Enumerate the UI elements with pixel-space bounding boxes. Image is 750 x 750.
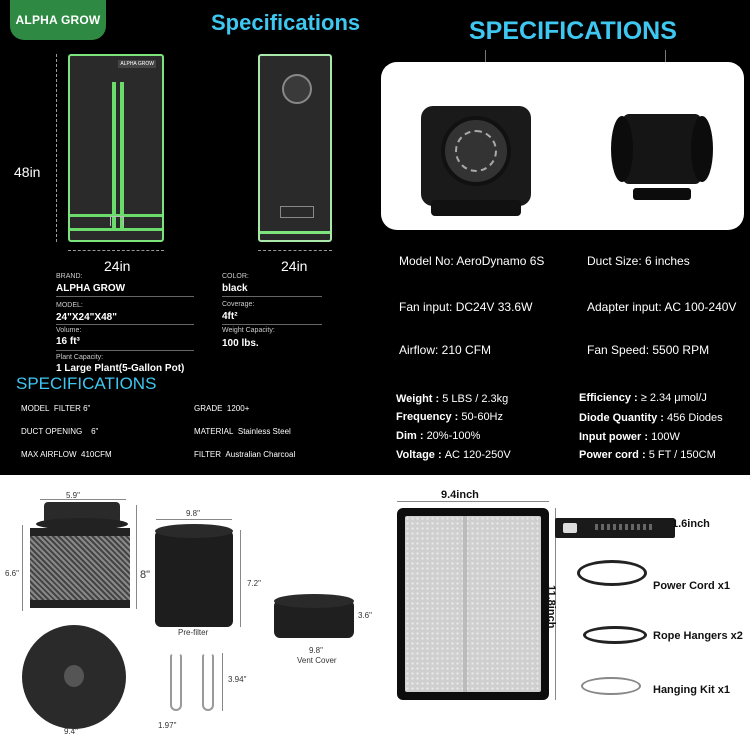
weight-capacity-value: 100 lbs. bbox=[222, 338, 259, 349]
divider bbox=[222, 324, 322, 325]
spec-value: 50-60Hz bbox=[461, 411, 503, 423]
led-panel bbox=[397, 508, 549, 700]
light-power-spec bbox=[579, 431, 680, 443]
tent-spec-panel bbox=[0, 0, 375, 375]
inline-fan-front bbox=[421, 106, 531, 206]
driver-vent bbox=[595, 524, 655, 530]
power-cord-icon bbox=[577, 560, 647, 586]
vent-height-dim: 3.6" bbox=[358, 611, 372, 620]
filter-duct-spec bbox=[21, 427, 98, 436]
light-efficiency-spec bbox=[579, 392, 707, 404]
fan-duct-spec: Duct Size: 6 inches bbox=[587, 254, 690, 268]
spec-value: 410CFM bbox=[81, 450, 112, 459]
spec-label: Input power : bbox=[579, 431, 649, 443]
tent-fan-port bbox=[282, 74, 312, 104]
fan-foot bbox=[431, 200, 521, 216]
spec-value: Stainless Steel bbox=[237, 427, 291, 436]
filter-flange bbox=[22, 625, 126, 729]
prefilter-height-dim: 7.2" bbox=[247, 579, 261, 588]
spec-value: AC 120-250V bbox=[444, 449, 511, 461]
vent-cover bbox=[274, 600, 354, 638]
filter-grade-spec bbox=[194, 404, 249, 413]
flange-dim: 9.4" bbox=[64, 727, 78, 736]
vent-cover-rim bbox=[274, 594, 354, 608]
fan-spec-panel bbox=[375, 0, 750, 375]
fan-foot bbox=[633, 188, 691, 200]
dimension-line bbox=[240, 530, 241, 627]
dimension-line bbox=[397, 501, 549, 502]
color-label: COLOR: bbox=[222, 273, 249, 280]
dimension-line bbox=[136, 505, 137, 609]
spec-value: FILTER 6" bbox=[53, 404, 91, 413]
plant-capacity-label: Plant Capacity: bbox=[56, 354, 104, 361]
light-diode-spec bbox=[579, 412, 723, 424]
spec-value: 5 FT / 150CM bbox=[648, 449, 716, 461]
flange-hole bbox=[64, 665, 84, 687]
filter-kit-image bbox=[0, 475, 375, 750]
hook-height-dim: 3.94" bbox=[228, 675, 247, 684]
coverage-label: Coverage: bbox=[222, 301, 255, 308]
color-value: black bbox=[222, 283, 248, 294]
tent-vent-flap bbox=[110, 216, 124, 226]
filter-cap-dim: 8" bbox=[140, 569, 151, 581]
led-kit-image bbox=[375, 475, 750, 750]
hook-icon bbox=[202, 653, 214, 711]
inline-fan-side bbox=[607, 110, 717, 196]
height-dimension-line bbox=[56, 54, 57, 242]
light-dim-spec bbox=[396, 430, 480, 442]
dimension-line bbox=[156, 519, 232, 520]
spec-label: FILTER bbox=[194, 450, 221, 459]
front-width-dimension-line bbox=[68, 250, 164, 251]
rope-hanger-icon bbox=[583, 626, 647, 644]
brand-label: BRAND: bbox=[56, 273, 83, 280]
brand-logo-text: ALPHA GROW bbox=[15, 13, 101, 27]
filter-height-dim: 6.6" bbox=[5, 569, 19, 578]
hanging-kit-icon bbox=[581, 677, 641, 695]
fan-model-spec: Model No: AeroDynamo 6S bbox=[399, 254, 545, 268]
fan-photo bbox=[381, 62, 744, 230]
tent-door-tag: ALPHA GROW bbox=[120, 61, 154, 67]
dimmer-knob-icon bbox=[563, 523, 577, 533]
light-voltage-spec bbox=[396, 449, 511, 461]
led-driver bbox=[555, 518, 675, 538]
hook-width-dim: 1.97" bbox=[158, 721, 177, 730]
spec-value: 6" bbox=[91, 427, 99, 436]
fan-ring bbox=[441, 116, 511, 186]
prefilter-rim bbox=[155, 524, 233, 538]
spec-label: MATERIAL bbox=[194, 427, 234, 436]
filter-media-spec bbox=[194, 450, 295, 459]
spec-label: Weight : bbox=[396, 393, 440, 405]
fan-airflow-spec: Airflow: 210 CFM bbox=[399, 343, 492, 357]
divider bbox=[222, 296, 322, 297]
light-width-dim: 9.4inch bbox=[441, 489, 479, 501]
weight-capacity-label: Weight Capacity: bbox=[222, 327, 275, 334]
tent-side-vent bbox=[280, 206, 314, 218]
model-label: MODEL: bbox=[56, 302, 83, 309]
hook-icon bbox=[170, 653, 182, 711]
tent-zipper-line bbox=[112, 82, 116, 230]
tent-side-width-label: 24in bbox=[281, 258, 308, 274]
spec-value: 100W bbox=[651, 431, 680, 443]
filter-spec-band bbox=[0, 375, 375, 475]
coverage-value: 4ft² bbox=[222, 311, 238, 322]
carbon-filter-body bbox=[30, 528, 130, 608]
spec-label: DUCT OPENING bbox=[21, 427, 83, 436]
spec-label: Efficiency : bbox=[579, 392, 638, 404]
spec-value: ≥ 2.34 μmol/J bbox=[640, 392, 707, 404]
fan-adapter-spec: Adapter input: AC 100-240V bbox=[587, 300, 737, 314]
spec-label: MODEL bbox=[21, 404, 50, 413]
divider bbox=[56, 350, 194, 351]
fan-heading: SPECIFICATIONS bbox=[469, 17, 677, 45]
side-width-dimension-line bbox=[258, 250, 332, 251]
spec-value: Australian Charcoal bbox=[225, 450, 296, 459]
tent-trim-line bbox=[70, 228, 162, 231]
hanging-kit-label: Hanging Kit x1 bbox=[653, 684, 731, 696]
tent-heading: Specifications bbox=[211, 10, 361, 35]
filter-heading: SPECIFICATIONS bbox=[16, 375, 157, 393]
brand-logo bbox=[10, 0, 106, 40]
tent-side-drawing bbox=[258, 54, 332, 242]
spec-label: Diode Quantity : bbox=[579, 412, 664, 424]
plant-capacity-value: 1 Large Plant(5-Gallon Pot) bbox=[56, 363, 185, 374]
vent-cover-label: Vent Cover bbox=[297, 656, 337, 665]
light-spec-band bbox=[375, 375, 750, 475]
divider bbox=[56, 296, 194, 297]
spec-label: Frequency : bbox=[396, 411, 459, 423]
filter-width-dim: 5.9" bbox=[66, 491, 80, 500]
prefilter-width-dim: 9.8" bbox=[186, 509, 200, 518]
dimension-line bbox=[40, 499, 126, 500]
fan-body bbox=[623, 114, 701, 184]
vent-width-dim: 9.8" bbox=[309, 646, 323, 655]
filter-model-spec bbox=[21, 404, 90, 413]
spec-value: 456 Diodes bbox=[667, 412, 723, 424]
spec-label: Voltage : bbox=[396, 449, 442, 461]
fan-end-cap bbox=[611, 116, 633, 182]
prefilter-label: Pre-filter bbox=[178, 628, 209, 637]
spec-value: 20%-100% bbox=[426, 430, 481, 442]
led-board bbox=[405, 516, 541, 692]
tent-zipper-line bbox=[120, 82, 124, 230]
light-cord-spec bbox=[579, 449, 716, 461]
dimension-line bbox=[22, 525, 23, 611]
model-value: 24"X24"X48" bbox=[56, 312, 117, 323]
tent-front-drawing bbox=[68, 54, 164, 242]
fan-input-spec: Fan input: DC24V 33.6W bbox=[399, 300, 533, 314]
led-strip bbox=[463, 516, 467, 692]
light-weight-spec bbox=[396, 393, 508, 405]
prefilter-sleeve bbox=[155, 530, 233, 627]
light-frequency-spec bbox=[396, 411, 503, 423]
filter-material-spec bbox=[194, 427, 291, 436]
spec-label: Dim : bbox=[396, 430, 424, 442]
filter-airflow-spec bbox=[21, 450, 112, 459]
tent-height-label: 48in bbox=[14, 164, 41, 180]
driver-height-dim: 1.6inch bbox=[672, 518, 710, 530]
spec-label: MAX AIRFLOW bbox=[21, 450, 77, 459]
fan-grill bbox=[455, 130, 497, 172]
power-cord-label: Power Cord x1 bbox=[653, 580, 731, 592]
divider bbox=[56, 324, 194, 325]
dimension-line bbox=[222, 653, 223, 711]
spec-label: Power cord : bbox=[579, 449, 646, 461]
spec-label: GRADE bbox=[194, 404, 223, 413]
brand-value: ALPHA GROW bbox=[56, 283, 126, 294]
tent-front-width-label: 24in bbox=[104, 258, 131, 274]
volume-value: 16 ft³ bbox=[56, 336, 80, 347]
fan-end-cap bbox=[691, 116, 713, 182]
spec-value: 1200+ bbox=[226, 404, 250, 413]
filter-band bbox=[30, 600, 130, 608]
light-height-dim: 11.8inch bbox=[545, 585, 557, 629]
fan-speed-spec: Fan Speed: 5500 RPM bbox=[587, 343, 710, 357]
spec-value: 5 LBS / 2.3kg bbox=[442, 393, 509, 405]
tent-base-trim bbox=[260, 231, 330, 234]
volume-label: Volume: bbox=[56, 327, 82, 334]
filter-top-rim bbox=[36, 518, 128, 530]
rope-hangers-label: Rope Hangers x2 bbox=[653, 630, 743, 642]
